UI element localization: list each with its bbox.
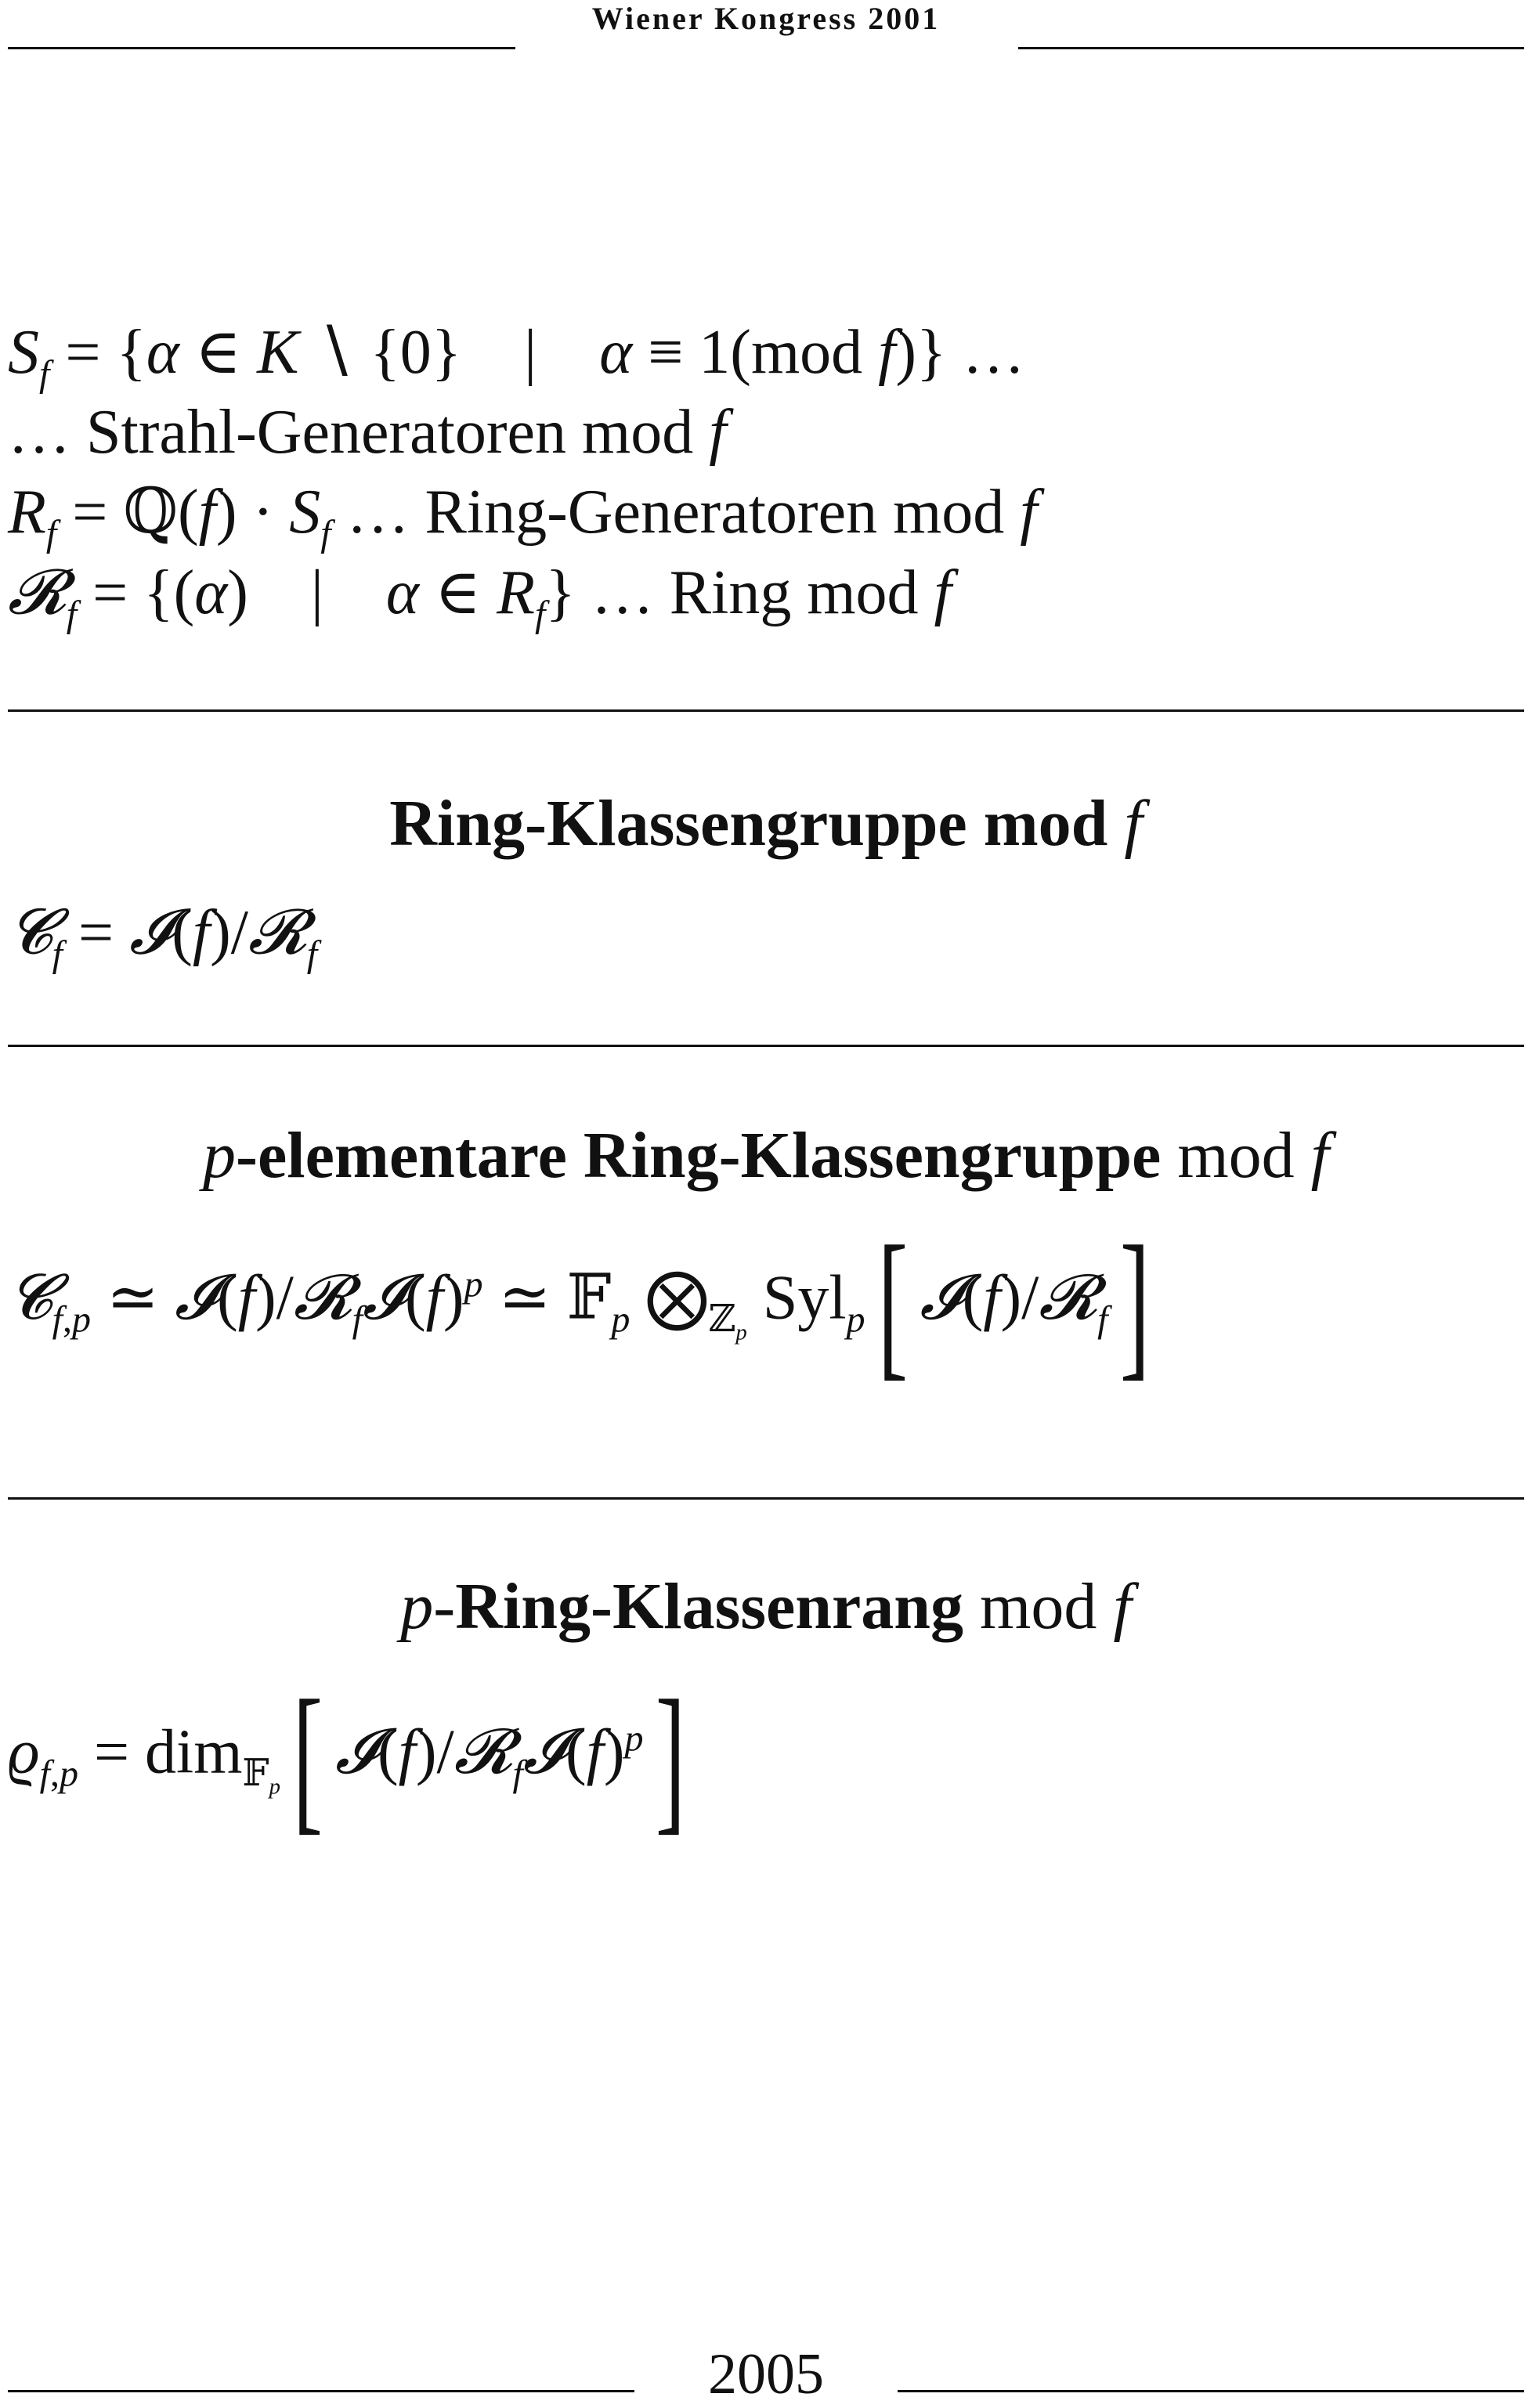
section-2-formula: 𝓒$_{f,p}$ ≃ $𝓘(f)/𝓡_f𝓘(f)^p$ ≃ 𝔽$_p$ $⨂_{ℤ_p}$ Syl$_p$[ 𝓘(f)/𝓡$_f$]	[8, 1213, 1151, 1395]
section-3-formula: $ϱ_{f,p} = dim_{𝔽_p}$[ $𝓘(f)/𝓡_f𝓘(f)^p$]	[8, 1667, 686, 1849]
section-divider-3	[8, 1497, 1524, 1500]
definition-line-1: $S_f = \{\alpha$ ∈ K ∖ {0} | α ≡ 1(mod f)} …	[8, 318, 1025, 395]
section-divider-2	[8, 1045, 1524, 1047]
page-number: 2005	[708, 2342, 824, 2406]
section-3-heading: p-Ring-Klassenrang mod f	[400, 1570, 1132, 1643]
definition-line-4: 𝓡$_f$ = {(α) | α ∈ $R_f$} … Ring mod f	[8, 555, 952, 635]
footer-rule-right	[898, 2390, 1524, 2392]
section-1-heading: Ring-Klassengruppe mod f	[389, 787, 1143, 860]
section-divider-1	[8, 709, 1524, 712]
header-title: Wiener Kongress 2001	[591, 1, 941, 36]
definition-line-2: … Strahl-Generatoren mod f	[8, 398, 727, 467]
header-rule-right	[1018, 47, 1524, 49]
header-rule-left	[8, 47, 515, 49]
definition-line-3: $R_f$ = ℚ(f) · $S_f$ … Ring-Generatoren mod f	[8, 478, 1038, 554]
section-1-formula: 𝓒$_f$ = 𝓘(f)/𝓡$_f$	[8, 895, 318, 975]
section-2-heading: p-elementare Ring-Klassengruppe mod f	[202, 1119, 1330, 1192]
